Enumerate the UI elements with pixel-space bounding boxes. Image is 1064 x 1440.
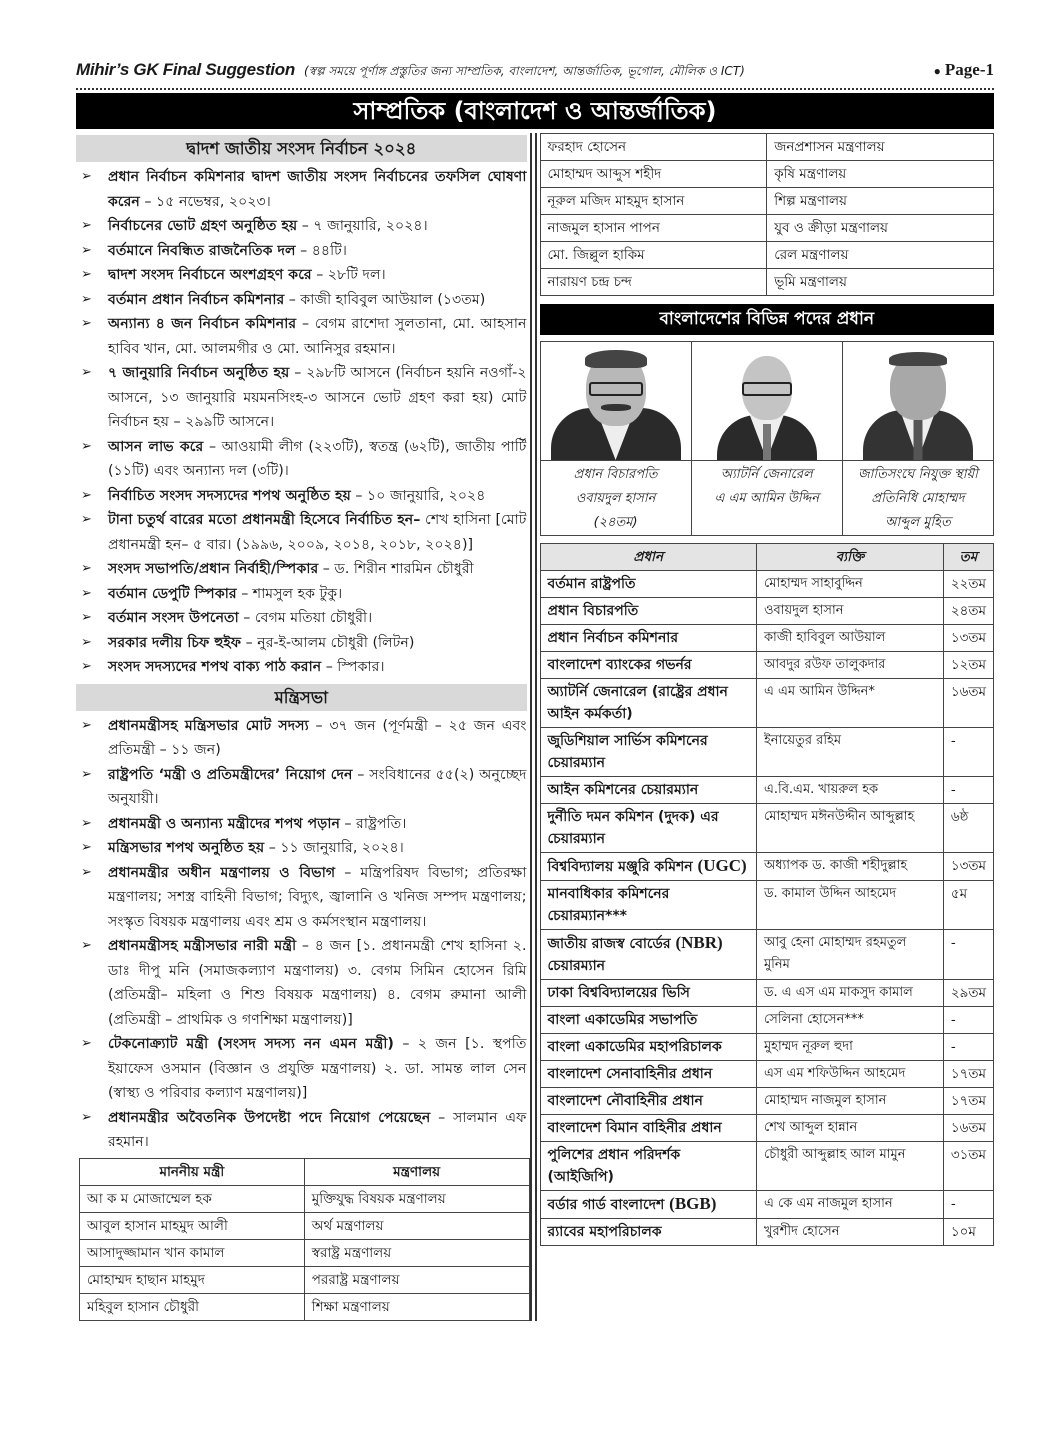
heads-banner: বাংলাদেশের বিভিন্ন পদের প্রধান bbox=[540, 304, 995, 335]
list-item bbox=[76, 484, 527, 509]
post-cell bbox=[540, 777, 756, 804]
table-row bbox=[540, 188, 994, 215]
arrow-bullet-icon: ➢ bbox=[81, 585, 92, 601]
fact-label: প্রধানমন্ত্রীসহ মন্ত্রীসভার নারী মন্ত্রী bbox=[108, 938, 297, 954]
table-row bbox=[540, 242, 994, 269]
post-text: বর্ডার গার্ড বাংলাদেশ bbox=[547, 1197, 665, 1213]
rank-cell: ১৭তম bbox=[943, 1061, 993, 1088]
list-item bbox=[76, 361, 527, 435]
person-cell: সেলিনা হোসেন*** bbox=[756, 1007, 943, 1034]
post-cell bbox=[540, 1142, 756, 1191]
rank-cell: ৫ম bbox=[943, 881, 993, 930]
person-cell: মুহাম্মদ নূরুল হুদা bbox=[756, 1034, 943, 1061]
table-row bbox=[540, 728, 994, 777]
table-row bbox=[540, 980, 994, 1007]
fact-label: আসন লাভ করে bbox=[108, 438, 204, 455]
ministry-cell: পররাষ্ট্র মন্ত্রণালয় bbox=[304, 1266, 529, 1293]
fact-label: অন্যান্য ৪ জন নির্বাচন কমিশনার bbox=[108, 316, 297, 332]
post-text: প্রধান বিচারপতি bbox=[547, 603, 639, 619]
list-item bbox=[76, 606, 527, 631]
fact-label: রাষ্ট্রপতি ‘মন্ত্রী ও প্রতিমন্ত্রীদের’ নিয়োগ দেন bbox=[108, 766, 353, 783]
caption-line: অ্যাটর্নি জেনারেল bbox=[720, 467, 813, 482]
post-cell bbox=[540, 1115, 756, 1142]
table-row bbox=[540, 679, 994, 728]
post-text: বাংলাদেশ বিমান বাহিনীর প্রধান bbox=[547, 1120, 722, 1136]
list-item bbox=[76, 714, 527, 763]
fact-label: প্রধানমন্ত্রীর অধীন মন্ত্রণালয় ও বিভাগ bbox=[108, 864, 336, 881]
fact-value: – সালমান এফ রহমান। bbox=[108, 1109, 527, 1150]
person-cell: আবু হেনা মোহাম্মদ রহমতুল মুনিম bbox=[756, 930, 943, 980]
post-text: বাংলা একাডেমির সভাপতি bbox=[547, 1012, 698, 1028]
document-page bbox=[76, 60, 994, 1321]
rank-cell: ১৬তম bbox=[943, 679, 993, 728]
list-item bbox=[76, 934, 527, 1032]
list-item bbox=[76, 165, 527, 214]
caption-line: ওবায়দুল হাসান bbox=[575, 491, 656, 506]
post-text: প্রধান নির্বাচন কমিশনার bbox=[547, 630, 679, 646]
arrow-bullet-icon: ➢ bbox=[81, 267, 92, 282]
person-cell: চৌধুরী আব্দুল্লাহ আল মামুন bbox=[756, 1142, 943, 1191]
person-cell: ড. এ এস এম মাকসুদ কামাল bbox=[756, 980, 943, 1007]
post-cell bbox=[540, 853, 756, 881]
fact-value: – ১০ জানুয়ারি, ২০২৪ bbox=[350, 487, 486, 504]
person-cell: ইনায়েতুর রহিম bbox=[756, 728, 943, 777]
caption-line: (২৪তম) bbox=[593, 515, 638, 530]
post-text: অ্যাটর্নি জেনারেল (রাষ্ট্রের প্রধান আইন কর্মকর্তা) bbox=[547, 684, 728, 722]
post-abbreviation: (UGC) bbox=[697, 856, 747, 875]
minister-name-cell: আসাদুজ্জামান খান কামাল bbox=[80, 1239, 305, 1266]
caption-line: প্রতিনিধি মোহাম্মদ bbox=[871, 491, 965, 506]
page-number-text: Page-1 bbox=[944, 60, 994, 79]
post-text: বিশ্ববিদ্যালয় মঞ্জুরি কমিশন bbox=[547, 859, 693, 875]
column-header-minister: মাননীয় মন্ত্রী bbox=[80, 1158, 305, 1185]
person-cell: কাজী হাবিবুল আউয়াল bbox=[756, 625, 943, 652]
ministers-table bbox=[79, 1158, 530, 1321]
arrow-bullet-icon: ➢ bbox=[81, 512, 92, 527]
post-text: জুডিশিয়াল সার্ভিস কমিশনের চেয়ারম্যান bbox=[547, 733, 708, 771]
arrow-bullet-icon: ➢ bbox=[81, 438, 92, 454]
table-row bbox=[80, 1266, 530, 1293]
person-cell: শেখ আব্দুল হান্নান bbox=[756, 1115, 943, 1142]
person-cell: এ.বি.এম. খায়রুল হক bbox=[756, 777, 943, 804]
minister-name-cell: নাজমুল হাসান পাপন bbox=[540, 215, 767, 242]
left-column bbox=[76, 133, 532, 1321]
portrait-caption bbox=[843, 461, 993, 535]
minister-name-cell: নারায়ণ চন্দ্র চন্দ bbox=[540, 269, 767, 296]
table-row bbox=[540, 1034, 994, 1061]
list-item bbox=[76, 655, 527, 680]
post-text: আইন কমিশনের চেয়ারম্যান bbox=[547, 782, 699, 798]
table-row bbox=[540, 1115, 994, 1142]
table-header-row bbox=[80, 1158, 530, 1185]
list-item bbox=[76, 239, 527, 264]
post-cell bbox=[540, 1088, 756, 1115]
arrow-bullet-icon: ➢ bbox=[81, 169, 92, 184]
fact-value: – আওয়ামী লীগ (২২৩টি), স্বতন্ত্র (৬২টি), জাতীয় পার্টি (১১টি) এবং অন্যান্য দল (৩টি)। bbox=[108, 438, 527, 479]
post-cell bbox=[540, 625, 756, 652]
person-cell: আবদুর রউফ তালুকদার bbox=[756, 652, 943, 679]
table-row bbox=[540, 269, 994, 296]
post-cell bbox=[540, 1061, 756, 1088]
fact-value: – সংবিধানের ৫৫(২) অনুচ্ছেদ অনুযায়ী। bbox=[108, 766, 527, 807]
person-cell: এস এম শফিউদ্দিন আহমেদ bbox=[756, 1061, 943, 1088]
fact-label: সংসদ সভাপতি/প্রধান নির্বাহী/স্পিকার bbox=[108, 561, 319, 577]
arrow-bullet-icon: ➢ bbox=[81, 864, 92, 880]
arrow-bullet-icon: ➢ bbox=[81, 717, 92, 733]
fact-label: প্রধানমন্ত্রীসহ মন্ত্রিসভার মোট সদস্য bbox=[108, 717, 309, 734]
fact-label: বর্তমান প্রধান নির্বাচন কমিশনার bbox=[108, 291, 285, 308]
person-cell: এ কে এম নাজমুল হাসান bbox=[756, 1191, 943, 1219]
person-cell: মোহাম্মদ সাহাবুদ্দিন bbox=[756, 571, 943, 598]
rank-cell: ১০ম bbox=[943, 1219, 993, 1246]
person-cell: ড. কামাল উদ্দিন আহমেদ bbox=[756, 881, 943, 930]
fact-value: – স্পিকার। bbox=[321, 659, 385, 675]
post-cell bbox=[540, 1007, 756, 1034]
ministers-table-continued bbox=[540, 133, 995, 296]
post-abbreviation: (NBR) bbox=[675, 933, 723, 952]
fact-label: প্রধানমন্ত্রী ও অন্যান্য মন্ত্রীদের শপথ পড়ান bbox=[108, 815, 340, 832]
arrow-bullet-icon: ➢ bbox=[81, 365, 92, 380]
rank-cell: - bbox=[943, 728, 993, 777]
table-row bbox=[80, 1185, 530, 1212]
header-title-group bbox=[76, 60, 745, 83]
table-row bbox=[540, 881, 994, 930]
table-row bbox=[540, 134, 994, 161]
fact-value: – ৭ জানুয়ারি, ২০২৪। bbox=[297, 218, 428, 234]
rank-cell: - bbox=[943, 1007, 993, 1034]
list-item bbox=[76, 836, 527, 861]
table-row bbox=[80, 1293, 530, 1320]
arrow-bullet-icon: ➢ bbox=[81, 1036, 92, 1051]
post-text: বর্তমান রাষ্ট্রপতি bbox=[547, 576, 636, 592]
post-cell bbox=[540, 728, 756, 777]
brand-title: Mihir’s GK Final Suggestion bbox=[76, 60, 295, 79]
fact-label: নির্বাচিত সংসদ সদস্যদের শপথ অনুষ্ঠিত হয় bbox=[108, 487, 351, 504]
post-cell bbox=[540, 980, 756, 1007]
column-header-person: ব্যক্তি bbox=[756, 544, 943, 571]
arrow-bullet-icon: ➢ bbox=[81, 610, 92, 625]
arrow-bullet-icon: ➢ bbox=[81, 815, 92, 831]
rank-cell: - bbox=[943, 1191, 993, 1219]
post-text: বাংলাদেশ নৌবাহিনীর প্রধান bbox=[547, 1093, 703, 1109]
arrow-bullet-icon: ➢ bbox=[81, 561, 92, 576]
fact-value: – ৪ জন [১. প্রধানমন্ত্রী শেখ হাসিনা ২. ডাঃ দীপু মনি (সমাজকল্যাণ মন্ত্রণালয়) ৩. বেগম সিমিন হোসেন রিমি (প্রতিমন্ত্রী– মহিলা ও শিশু বিষয়ক মন্ত্রণালয়) ৪. বেগম রুমানা আলী (প্রতিমন্ত্রী – প্রাথমিক ও গণশিক্ষা মন্ত্রণালয়)] bbox=[108, 938, 527, 1028]
list-item bbox=[76, 861, 527, 935]
fact-label: প্রধানমন্ত্রীর অবৈতনিক উপদেষ্টা পদে নিয়োগ পেয়েছেন bbox=[108, 1109, 431, 1126]
table-row bbox=[540, 1142, 994, 1191]
minister-name-cell: নূরুল মজিদ মাহমুদ হাসান bbox=[540, 188, 767, 215]
fact-value: – ১১ জানুয়ারি, ২০২৪। bbox=[264, 840, 404, 856]
table-row bbox=[80, 1239, 530, 1266]
rank-cell: ১৬তম bbox=[943, 1115, 993, 1142]
minister-name-cell: মহিবুল হাসান চৌধুরী bbox=[80, 1293, 305, 1320]
ministry-cell: কৃষি মন্ত্রণালয় bbox=[767, 161, 994, 188]
list-item bbox=[76, 288, 527, 313]
arrow-bullet-icon: ➢ bbox=[81, 487, 92, 503]
post-cell bbox=[540, 652, 756, 679]
minister-name-cell: আ ক ম মোজাম্মেল হক bbox=[80, 1185, 305, 1212]
ministry-cell: জনপ্রশাসন মন্ত্রণালয় bbox=[767, 134, 994, 161]
arrow-bullet-icon: ➢ bbox=[81, 659, 92, 674]
table-row bbox=[540, 1061, 994, 1088]
main-banner: সাম্প্রতিক (বাংলাদেশ ও আন্তর্জাতিক) bbox=[76, 93, 994, 129]
arrow-bullet-icon: ➢ bbox=[81, 316, 92, 331]
table-row bbox=[540, 777, 994, 804]
minister-name-cell: আবুল হাসান মাহমুদ আলী bbox=[80, 1212, 305, 1239]
table-row bbox=[540, 804, 994, 853]
post-text: পুলিশের প্রধান পরিদর্শক (আইজিপি) bbox=[547, 1147, 681, 1185]
table-row bbox=[540, 571, 994, 598]
fact-value: শেখ হাসিনা [মোট প্রধানমন্ত্রী হন– ৫ বার। (১৯৯৬, ২০০৯, ২০১৪, ২০১৮, ২০২৪)] bbox=[108, 512, 527, 553]
post-text: জাতীয় রাজস্ব বোর্ডের bbox=[547, 936, 671, 952]
ministry-cell: ভূমি মন্ত্রণালয় bbox=[767, 269, 994, 296]
list-item bbox=[76, 1032, 527, 1106]
brand-subtitle: (স্বল্প সময়ে পূর্ণাঙ্গ প্রস্তুতির জন্য সাম্প্রতিক, বাংলাদেশ, আন্তর্জাতিক, ভূগোল, মৌলিক ও ICT) bbox=[304, 64, 745, 78]
arrow-bullet-icon: ➢ bbox=[81, 1109, 92, 1125]
ministry-cell: মুক্তিযুদ্ধ বিষয়ক মন্ত্রণালয় bbox=[304, 1185, 529, 1212]
post-cell bbox=[540, 930, 756, 980]
portrait-card bbox=[692, 342, 843, 535]
caption-line: প্রধান বিচারপতি bbox=[573, 467, 658, 482]
fact-label: বর্তমানে নিবন্ধিত রাজনৈতিক দল bbox=[108, 242, 296, 259]
caption-line: এ এম আমিন উদ্দিন bbox=[714, 491, 819, 506]
caption-line: জাতিসংঘে নিযুক্ত স্থায়ী bbox=[857, 467, 978, 482]
fact-label: টানা চতুর্থ বারের মতো প্রধানমন্ত্রী হিসেবে নির্বাচিত হন– bbox=[108, 512, 421, 528]
fact-label: টেকনোক্র্যাট মন্ত্রী (সংসদ সদস্য নন এমন মন্ত্রী) bbox=[108, 1036, 394, 1052]
fact-value: – নুর-ই-আলম চৌধুরী (লিটন) bbox=[241, 634, 415, 651]
table-row bbox=[80, 1212, 530, 1239]
rank-cell: - bbox=[943, 777, 993, 804]
table-row bbox=[540, 853, 994, 881]
person-cell: এ এম আমিন উদ্দিন* bbox=[756, 679, 943, 728]
arrow-bullet-icon: ➢ bbox=[81, 242, 92, 258]
minister-name-cell: মো. জিল্লুল হাকিম bbox=[540, 242, 767, 269]
arrow-bullet-icon: ➢ bbox=[81, 634, 92, 650]
ministry-cell: যুব ও ক্রীড়া মন্ত্রণালয় bbox=[767, 215, 994, 242]
post-text: বাংলাদেশ সেনাবাহিনীর প্রধান bbox=[547, 1066, 713, 1082]
list-item bbox=[76, 263, 527, 288]
fact-label: নির্বাচনের ভোট গ্রহণ অনুষ্ঠিত হয় bbox=[108, 218, 298, 234]
portrait-caption bbox=[541, 461, 691, 535]
person-cell: খুরশীদ হোসেন bbox=[756, 1219, 943, 1246]
fact-value: – বেগম মতিয়া চৌধুরী। bbox=[238, 610, 373, 626]
fact-value: – ড. শিরীন শারমিন চৌধুরী bbox=[318, 561, 474, 577]
fact-value: – ২৮টি দল। bbox=[311, 267, 386, 283]
fact-label: ৭ জানুয়ারি নির্বাচন অনুষ্ঠিত হয় bbox=[108, 365, 290, 381]
arrow-bullet-icon: ➢ bbox=[81, 766, 92, 782]
portrait-caption bbox=[692, 461, 842, 535]
cabinet-facts-list bbox=[76, 714, 527, 1155]
minister-name-cell: মোহাম্মদ আব্দুস শহীদ bbox=[540, 161, 767, 188]
page-number bbox=[934, 60, 994, 80]
arrow-bullet-icon: ➢ bbox=[81, 840, 92, 855]
rank-cell: ১৩তম bbox=[943, 853, 993, 881]
rank-cell: ১৭তম bbox=[943, 1088, 993, 1115]
list-item bbox=[76, 214, 527, 239]
fact-label: সরকার দলীয় চিফ হুইফ bbox=[108, 634, 242, 651]
table-header-row bbox=[540, 544, 994, 571]
ministry-cell: স্বরাষ্ট্র মন্ত্রণালয় bbox=[304, 1239, 529, 1266]
list-item bbox=[76, 631, 527, 656]
list-item bbox=[76, 508, 527, 557]
portrait-card bbox=[541, 342, 692, 535]
arrow-bullet-icon: ➢ bbox=[81, 218, 92, 233]
post-cell bbox=[540, 804, 756, 853]
post-cell bbox=[540, 1034, 756, 1061]
person-cell: মোহাম্মদ নাজমুল হাসান bbox=[756, 1088, 943, 1115]
post-cell bbox=[540, 571, 756, 598]
column-header-rank: তম bbox=[943, 544, 993, 571]
rank-cell: ৩১তম bbox=[943, 1142, 993, 1191]
list-item bbox=[76, 1106, 527, 1155]
portrait-card bbox=[843, 342, 993, 535]
person-cell: ওবায়দুল হাসান bbox=[756, 598, 943, 625]
fact-value: – রাষ্ট্রপতি। bbox=[339, 815, 407, 832]
fact-value: – ২৯৮টি আসনে (নির্বাচন হয়নি নওগাঁ-২ আসনে, ১৩ জানুয়ারি ময়মনসিংহ-৩ আসনে ভোট গ্রহণ করা হয়) মোট নির্বাচন হয় – ২৯৯টি আসনে। bbox=[108, 365, 527, 430]
post-text: মানবাধিকার কমিশনের চেয়ারম্যান*** bbox=[547, 886, 670, 924]
table-row bbox=[540, 598, 994, 625]
table-row bbox=[540, 1088, 994, 1115]
rank-cell: ২২তম bbox=[943, 571, 993, 598]
table-row bbox=[540, 930, 994, 980]
list-item bbox=[76, 582, 527, 607]
fact-value: – কাজী হাবিবুল আউয়াল (১৩তম) bbox=[284, 291, 486, 308]
fact-value: – ১৫ নভেম্বর, ২০২৩। bbox=[139, 193, 271, 210]
caption-line: আব্দুল মুহিত bbox=[885, 515, 951, 530]
post-text-suffix: চেয়ারম্যান bbox=[547, 958, 605, 974]
table-row bbox=[540, 215, 994, 242]
two-column-layout bbox=[76, 133, 994, 1321]
fact-value: – মন্ত্রিপরিষদ বিভাগ; প্রতিরক্ষা মন্ত্রণালয়; সশস্ত্র বাহিনী বিভাগ; বিদ্যুৎ, জ্বালানি ও খনিজ সম্পদ মন্ত্রণালয়; সংস্কৃত বিষয়ক মন্ত্রণালয় এবং শ্রম ও কর্মসংস্থান মন্ত্রণালয়। bbox=[108, 864, 527, 930]
table-row bbox=[540, 1007, 994, 1034]
minister-name-cell: ফরহাদ হোসেন bbox=[540, 134, 767, 161]
post-text: র‍্যাবের মহাপরিচালক bbox=[547, 1224, 662, 1240]
post-abbreviation: (BGB) bbox=[669, 1194, 717, 1213]
post-cell bbox=[540, 881, 756, 930]
portrait-image-chief-justice bbox=[541, 342, 691, 461]
post-text: দুর্নীতি দমন কমিশন (দুদক) এর চেয়ারম্যান bbox=[547, 809, 719, 847]
office-heads-table bbox=[540, 543, 995, 1246]
ministry-cell: শিল্প মন্ত্রণালয় bbox=[767, 188, 994, 215]
portrait-image-un-representative bbox=[843, 342, 993, 461]
post-text: ঢাকা বিশ্ববিদ্যালয়ের ভিসি bbox=[547, 985, 690, 1001]
table-row bbox=[540, 652, 994, 679]
fact-value: – ৪৪টি। bbox=[295, 242, 347, 259]
table-row bbox=[540, 1219, 994, 1246]
column-header-ministry: মন্ত্রণালয় bbox=[304, 1158, 529, 1185]
table-row bbox=[540, 161, 994, 188]
rank-cell: ২৯তম bbox=[943, 980, 993, 1007]
rank-cell: - bbox=[943, 1034, 993, 1061]
portrait-image-attorney-general bbox=[692, 342, 842, 461]
election-section-heading: দ্বাদশ জাতীয় সংসদ নির্বাচন ২০২৪ bbox=[76, 135, 527, 162]
portrait-gallery bbox=[540, 341, 995, 536]
fact-label: বর্তমান সংসদ উপনেতা bbox=[108, 610, 239, 626]
right-column bbox=[535, 133, 995, 1321]
rank-cell: ৬ষ্ঠ bbox=[943, 804, 993, 853]
table-row bbox=[540, 625, 994, 652]
table-row bbox=[540, 1191, 994, 1219]
fact-label: বর্তমান ডেপুটি স্পিকার bbox=[108, 585, 237, 602]
fact-label: মন্ত্রিসভার শপথ অনুষ্ঠিত হয় bbox=[108, 840, 265, 856]
cabinet-section-heading: মন্ত্রিসভা bbox=[76, 684, 527, 711]
post-cell bbox=[540, 598, 756, 625]
list-item bbox=[76, 312, 527, 361]
person-cell: মোহাম্মদ মঈনউদ্দীন আব্দুল্লাহ bbox=[756, 804, 943, 853]
list-item bbox=[76, 435, 527, 484]
rank-cell: ১২তম bbox=[943, 652, 993, 679]
minister-name-cell: মোহাম্মদ হাছান মাহমুদ bbox=[80, 1266, 305, 1293]
person-cell: অধ্যাপক ড. কাজী শহীদুল্লাহ bbox=[756, 853, 943, 881]
fact-label: প্রধান নির্বাচন কমিশনার দ্বাদশ জাতীয় সংসদ নির্বাচনের তফসিল ঘোষণা করেন bbox=[108, 169, 527, 210]
list-item bbox=[76, 763, 527, 812]
bullet-dot-icon: ● bbox=[933, 64, 941, 78]
rank-cell: ২৪তম bbox=[943, 598, 993, 625]
list-item bbox=[76, 812, 527, 837]
rank-cell: ১৩তম bbox=[943, 625, 993, 652]
fact-value: – বেগম রাশেদা সুলতানা, মো. আহসান হাবিব খান, মো. আলমগীর ও মো. আনিসুর রহমান। bbox=[108, 316, 527, 357]
ministry-cell: শিক্ষা মন্ত্রণালয় bbox=[304, 1293, 529, 1320]
fact-label: সংসদ সদস্যদের শপথ বাক্য পাঠ করান bbox=[108, 659, 322, 675]
fact-label: দ্বাদশ সংসদ নির্বাচনে অংশগ্রহণ করে bbox=[108, 267, 312, 283]
election-facts-list bbox=[76, 165, 527, 680]
ministry-cell: রেল মন্ত্রণালয় bbox=[767, 242, 994, 269]
column-header-post: প্রধান bbox=[540, 544, 756, 571]
arrow-bullet-icon: ➢ bbox=[81, 938, 92, 953]
post-cell bbox=[540, 679, 756, 728]
page-header bbox=[76, 60, 994, 90]
fact-value: – শামসুল হক টুকু। bbox=[236, 585, 343, 602]
rank-cell: - bbox=[943, 930, 993, 980]
post-text: বাংলাদেশ ব্যাংকের গভর্নর bbox=[547, 657, 692, 673]
fact-value: – ২ জন [১. স্থপতি ইয়াফেস ওসমান (বিজ্ঞান ও প্রযুক্তি মন্ত্রণালয়) ২. ডা. সামন্ত লাল সেন (স্বাস্থ্য ও পরিবার কল্যাণ মন্ত্রণালয়)] bbox=[108, 1036, 527, 1101]
post-cell bbox=[540, 1219, 756, 1246]
arrow-bullet-icon: ➢ bbox=[81, 291, 92, 307]
list-item bbox=[76, 557, 527, 582]
post-text: বাংলা একাডেমির মহাপরিচালক bbox=[547, 1039, 722, 1055]
ministry-cell: অর্থ মন্ত্রণালয় bbox=[304, 1212, 529, 1239]
fact-value: – ৩৭ জন (পূর্ণমন্ত্রী – ২৫ জন এবং প্রতিমন্ত্রী – ১১ জন) bbox=[108, 717, 527, 758]
post-cell bbox=[540, 1191, 756, 1219]
